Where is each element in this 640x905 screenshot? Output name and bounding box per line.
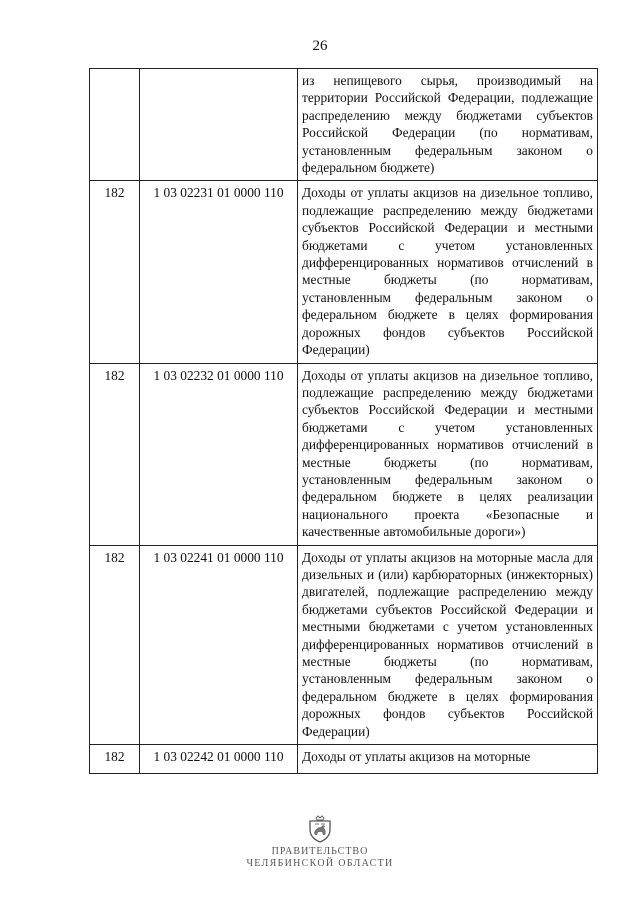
revenue-code-cell: 1 03 02241 01 0000 110 [140,545,298,744]
revenue-code-cell: 1 03 02242 01 0000 110 [140,745,298,774]
watermark-line-1: ПРАВИТЕЛЬСТВО [271,846,369,857]
table-row [90,545,598,744]
watermark-line-2: ЧЕЛЯБИНСКОЙ ОБЛАСТИ [246,858,394,869]
table-row [90,69,598,181]
table-row [90,363,598,545]
budget-revenue-table [89,68,598,774]
revenue-name-cell: Доходы от уплаты акцизов на дизельное топливо, подлежащие распределению между бюджетами субъектов Российской Федерации и местными бюджетами с учетом установленных дифференцированных нормативов отчислений в местные бюджеты (по нормативам, установленным федеральным законом о федеральном бюджете в целях формирования дорожных фондов субъектов Российской Федерации) [298,181,598,363]
page-number: 26 [312,38,328,54]
chelyabinsk-coat-of-arms-icon [307,815,333,843]
admin-code-cell: 182 [90,745,140,774]
admin-code-cell: 182 [90,363,140,545]
admin-code-cell: 182 [90,545,140,744]
revenue-code-cell: 1 03 02232 01 0000 110 [140,363,298,545]
revenue-name-cell: Доходы от уплаты акцизов на моторные [298,745,598,774]
revenue-code-cell: 1 03 02231 01 0000 110 [140,181,298,363]
revenue-name-cell: Доходы от уплаты акцизов на моторные масла для дизельных и (или) карбюраторных (инжекторных) двигателей, подлежащие распределению между бюджетами субъектов Российской Федерации и местными бюджетами с учетом установленных дифференцированных нормативов отчислений в местные бюджеты (по нормативам, установленным федеральным законом о федеральном бюджете в целях формирования дорожных фондов субъектов Российской Федерации) [298,545,598,744]
revenue-name-cell: Доходы от уплаты акцизов на дизельное топливо, подлежащие распределению между бюджетами субъектов Российской Федерации и местными бюджетами с учетом установленных дифференцированных нормативов отчислений в местные бюджеты (по нормативам, установленным федеральным законом о федеральном бюджете в целях реализации национального проекта «Безопасные и качественные автомобильные дороги») [298,363,598,545]
table-row [90,745,598,774]
admin-code-cell: 182 [90,181,140,363]
table-row [90,181,598,363]
revenue-code-cell [140,69,298,181]
revenue-name-cell: из непищевого сырья, производимый на территории Российской Федерации, подлежащие распределению между бюджетами субъектов Российской Федерации (по нормативам, установленным федеральным законом о федеральном бюджете) [298,69,598,181]
government-watermark [0,815,640,869]
admin-code-cell [90,69,140,181]
